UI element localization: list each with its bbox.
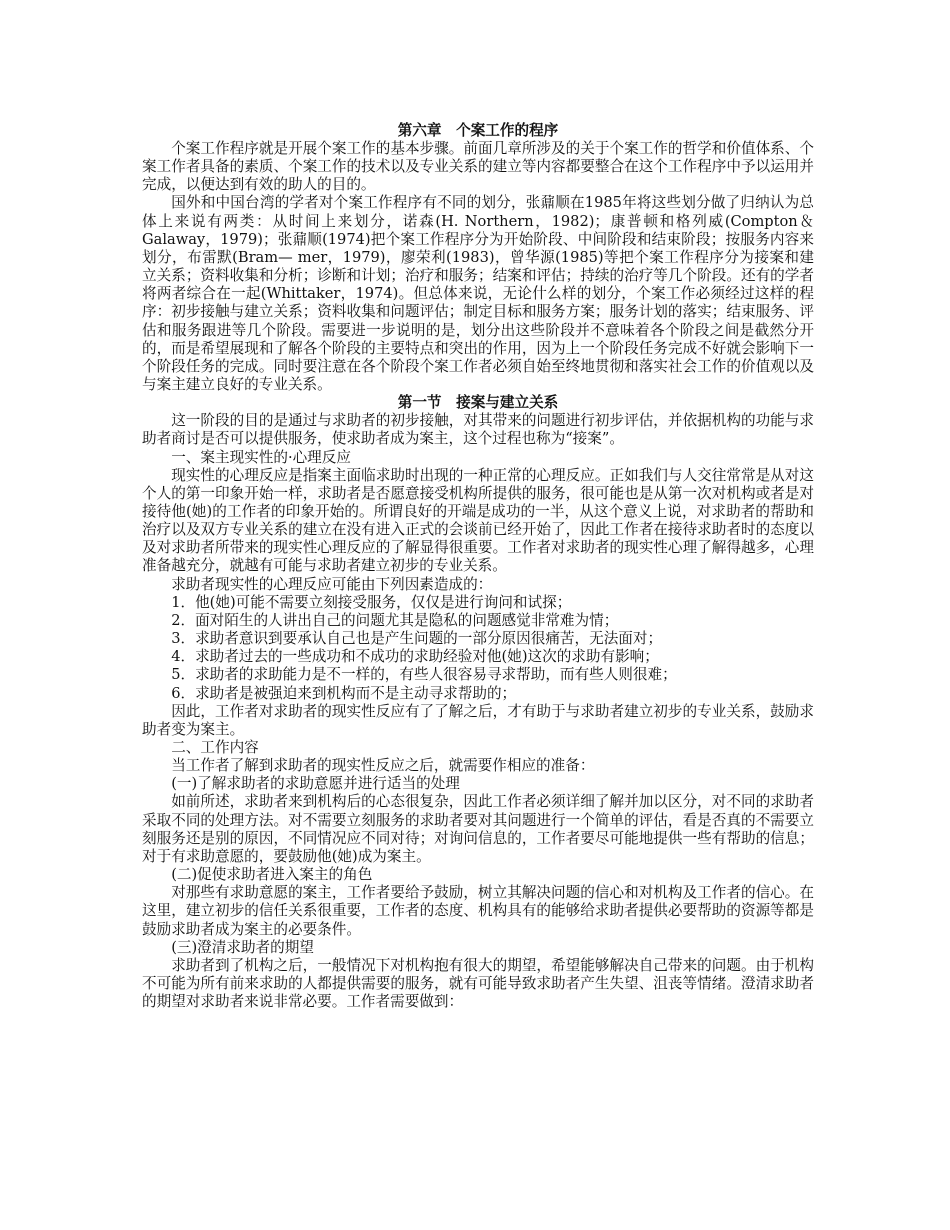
body-paragraph: 求助者到了机构之后，一般情况下对机构抱有很大的期望，希望能够解决自己带来的问题。由于机构不可能为所有前来求助的人都提供需要的服务，就有可能导致求助者产生失望、沮丧等情绪。澄清求助者的期望对求助者来说非常必要。工作者需要做到： [142,956,814,1011]
list-item: 3．求助者意识到要承认自己也是产生问题的一部分原因很痛苦，无法面对； [171,630,663,648]
list-item: 6．求助者是被强迫来到机构而不是主动寻求帮助的； [171,684,517,702]
body-paragraph: 如前所述，求助者来到机构后的心态很复杂，因此工作者必须详细了解并加以区分，对不同的求助者采取不同的处理方法。对不需要立刻服务的求助者要对其问题进行一个简单的评估，看是否真的不需要立刻服务还是别的原因，不同情况应不同对待；对询问信息的，工作者要尽可能地提供一些有帮助的信息；对于有求助意愿的，要鼓励他(她)成为案主。 [142,793,814,865]
list-item: 2．面对陌生的人讲出自己的问题尤其是隐私的问题感觉非常难为情； [171,611,619,629]
sub-subheading-3: (三)澄清求助者的期望 [171,938,314,956]
subheading-1: 一、案主现实性的·心理反应 [171,448,351,466]
intro-paragraph-2: 国外和中国台湾的学者对个案工作程序有不同的划分，张鼐顺在1985年将这些划分做了归纳认为总体上来说有两类：从时间上来划分，诺森(H. Northern，1982)；康普顿和格列威(Compton＆Galaway，1979)；张鼐顺(1974)把个案工作程序分为开始阶段、中间阶段和结束阶段；按服务内容来划分，布雷默(Bram— mer，1979)，廖荣利(1983)，曾华源(1985)等把个案工作程序分为接案和建立关系；资料收集和分析；诊断和计划；治疗和服务；结案和评估；持续的治疗等几个阶段。还有的学者将两者综合在一起(Whittaker，1974)。但总体来说，无论什么样的划分，个案工作必须经过这样的程序：初步接触与建立关系；资料收集和问题评估；制定目标和服务方案；服务计划的落实；结束服务、评估和服务跟进等几个阶段。需要进一步说明的是，划分出这些阶段并不意味着各个阶段之间是截然分开的，而是希望展现和了解各个阶段的主要特点和突出的作用，因为上一个阶段任务完成不好就会影响下一个阶段任务的完成。同时要注意在各个阶段个案工作者必须自始至终地贯彻和落实社会工作的价值观以及与案主建立良好的专业关系。 [142,194,814,394]
subheading-2: 二、工作内容 [171,739,259,756]
chapter-title: 第六章 个案工作的程序 [397,122,559,139]
section-intro-paragraph: 这一阶段的目的是通过与求助者的初步接触，对其带来的问题进行初步评估，并依据机构的功能与求助者商讨是否可以提供服务，使求助者成为案主，这个过程也称为“接案”。 [142,412,814,448]
list-item: 1．他(她)可能不需要立刻接受服务，仅仅是进行询问和试探； [171,593,572,611]
body-paragraph: 现实性的心理反应是指案主面临求助时出现的一种正常的心理反应。正如我们与人交往常常是从对这个人的第一印象开始一样，求助者是否愿意接受机构所提供的服务，很可能也是从第一次对机构或者是对接待他(她)的工作者的印象开始的。所谓良好的开端是成功的一半，从这个意义上说，对求助者的帮助和治疗以及双方专业关系的建立在没有进入正式的会谈前已经开始了，因此工作者在接待求助者时的态度以及对求助者所带来的现实性心理反应的了解显得很重要。工作者对求助者的现实性心理了解得越多，心理准备越充分，就越有可能与求助者建立初步的专业关系。 [142,466,814,575]
body-paragraph: 对那些有求助意愿的案主，工作者要给予鼓励，树立其解决问题的信心和对机构及工作者的信心。在这里，建立初步的信任关系很重要，工作者的态度、机构具有的能够给求助者提供必要帮助的资源等都是鼓励求助者成为案主的必要条件。 [142,884,814,938]
intro-paragraph-1: 个案工作程序就是开展个案工作的基本步骤。前面几章所涉及的关于个案工作的哲学和价值体系、个案工作者具备的素质、个案工作的技术以及专业关系的建立等内容都要整合在这个工作程序中予以运用并完成，以便达到有效的助人的目的。 [142,140,814,194]
body-paragraph: 当工作者了解到求助者的现实性反应之后，就需要作相应的准备： [171,757,595,775]
body-paragraph: 求助者现实性的心理反应可能由下列因素造成的： [171,575,493,593]
body-paragraph: 因此，工作者对求助者的现实性反应有了了解之后，才有助于与求助者建立初步的专业关系，鼓励求助者变为案主。 [142,702,814,738]
list-item: 5．求助者的求助能力是不一样的，有些人很容易寻求帮助，而有些人则很难； [171,666,677,684]
section-title: 第一节 接案与建立关系 [397,394,559,412]
sub-subheading-2: (二)促使求助者进入案主的角色 [171,866,373,884]
sub-subheading-1: (一)了解求助者的求助意愿并进行适当的处理 [171,775,460,793]
list-item: 4．求助者过去的一些成功和不成功的求助经验对他(她)这次的求助有影响； [171,648,659,666]
document-page [142,122,814,1011]
